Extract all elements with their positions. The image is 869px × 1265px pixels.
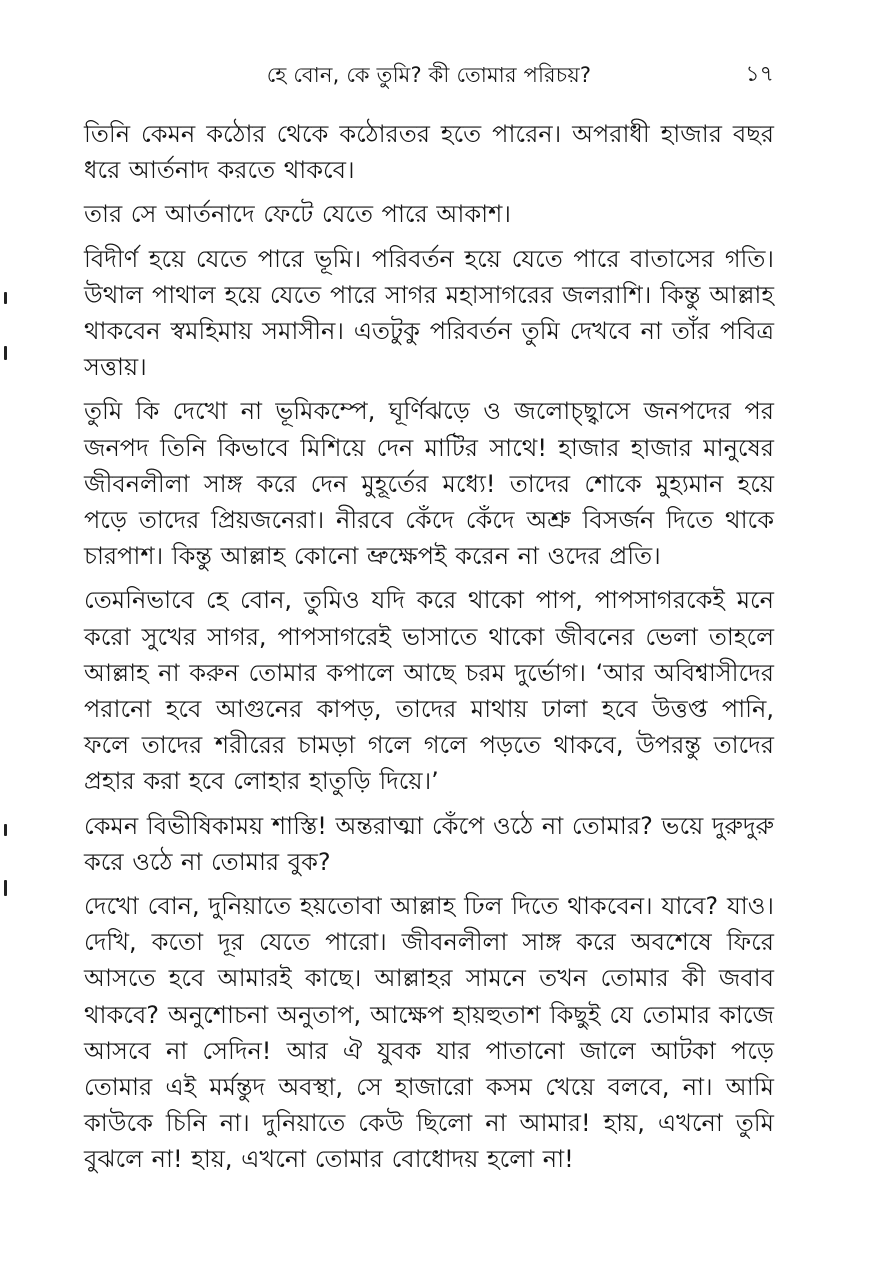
paragraph-2: তার সে আর্তনাদে ফেটে যেতে পারে আকাশ।: [84, 200, 511, 229]
paragraph-3: বিদীর্ণ হয়ে যেতে পারে ভূমি। পরিবর্তন হয়ে যেতে পারে বাতাসের গতি। উথাল পাথাল হয়ে যেতে পারে সাগর মহাসাগরের জলরাশি। কিন্তু আল্লাহ থাকবেন স্বমহিমায় সমাসীন। এতটুকু পরিবর্তন তুমি দেখবে না তাঁর পবিত্র সত্তায়।: [84, 244, 774, 382]
paragraph-1: তিনি কেমন কঠোর থেকে কঠোরতর হতে পারেন। অপরাধী হাজার বছর ধরে আর্তনাদ করতে থাকবে।: [84, 120, 774, 185]
paragraph-5: তেমনিভাবে হে বোন, তুমিও যদি করে থাকো পাপ, পাপসাগরকেই মনে করো সুখের সাগর, পাপসাগরেই ভাসাতে থাকো জীবনের ভেলা তাহলে আল্লাহ না করুন তোমার কপালে আছে চরম দুর্ভোগ। ‘আর অবিশ্বাসীদের পরানো হবে আগুনের কাপড়, তাদের মাথায় ঢালা হবে উত্তপ্ত পানি, ফলে তাদের শরীরের চামড়া গলে গলে পড়তে থাকবে, উপরন্তু তাদের প্রহার করা হবে লোহার হাতুড়ি দিয়ে।’: [84, 586, 774, 796]
body-text: [84, 116, 774, 1184]
page-number: ১৭: [745, 62, 774, 87]
running-header-title: হে বোন, কে তুমি? কী তোমার পরিচয়?: [266, 63, 592, 87]
margin-scan-mark: [4, 880, 7, 896]
margin-scan-mark: [4, 292, 7, 304]
paragraph-6: কেমন বিভীষিকাময় শাস্তি! অন্তরাত্মা কেঁপে ওঠে না তোমার? ভয়ে দুরুদুরু করে ওঠে না তোমার বুক?: [84, 811, 774, 876]
paragraph-4: তুমি কি দেখো না ভূমিকম্পে, ঘূর্ণিঝড়ে ও জলোচ্ছ্বাসে জনপদের পর জনপদ তিনি কিভাবে মিশিয়ে দেন মাটির সাথে! হাজার হাজার মানুষের জীবনলীলা সাঙ্গ করে দেন মুহূর্তের মধ্যে! তাদের শোকে মুহ্যমান হয়ে পড়ে তাদের প্রিয়জনেরা। নীরবে কেঁদে কেঁদে অশ্রু বিসর্জন দিতে থাকে চারপাশ। কিন্তু আল্লাহ কোনো ভ্রুক্ষেপই করেন না ওদের প্রতি।: [84, 397, 774, 571]
running-header: [84, 58, 774, 92]
margin-scan-mark: [4, 346, 7, 360]
paragraph-7: দেখো বোন, দুনিয়াতে হয়তোবা আল্লাহ ঢিল দিতে থাকবেন। যাবে? যাও। দেখি, কতো দূর যেতে পারো। জীবনলীলা সাঙ্গ করে অবশেষে ফিরে আসতে হবে আমারই কাছে। আল্লাহর সামনে তখন তোমার কী জবাব থাকবে? অনুশোচনা অনুতাপ, আক্ষেপ হায়হুতাশ কিছুই যে তোমার কাজে আসবে না সেদিন! আর ঐ যুবক যার পাতানো জালে আটকা পড়ে তোমার এই মর্মন্তুদ অবস্থা, সে হাজারো কসম খেয়ে বলবে, না। আমি কাউকে চিনি না। দুনিয়াতে কেউ ছিলো না আমার! হায়, এখনো তুমি বুঝলে না! হায়, এখনো তোমার বোধোদয় হলো না!: [84, 892, 774, 1174]
margin-scan-mark: [4, 824, 7, 836]
